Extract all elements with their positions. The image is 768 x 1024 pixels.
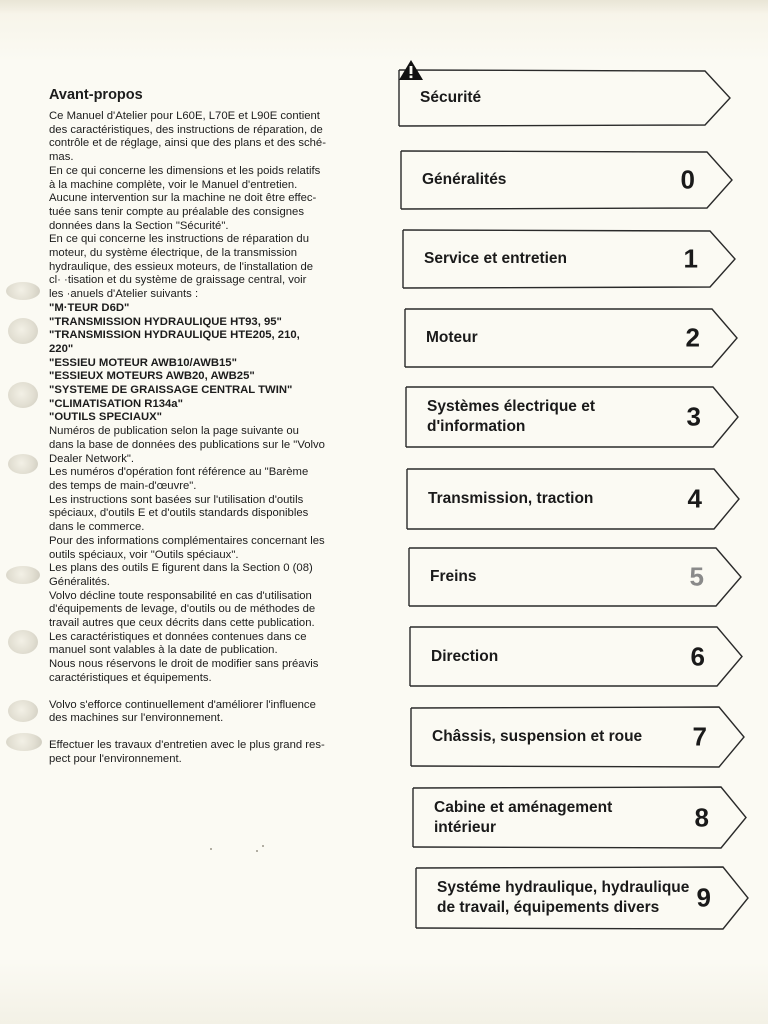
manual-reference-line: "CLIMATISATION R134a" — [49, 397, 183, 410]
foreword-line: caractéristiques et équipements. — [49, 671, 212, 684]
foreword-line: manuel sont valables à la date de publication. — [49, 644, 278, 657]
manual-reference-line: "ESSIEUX MOTEURS AWB20, AWB25" — [49, 370, 255, 383]
foreword-line: Volvo décline toute responsabilité en cas d'utilisation — [49, 589, 312, 602]
section-number: 3 — [686, 401, 701, 432]
section-label: Systèmes électrique et d'information — [427, 398, 596, 435]
section-number: 8 — [694, 802, 709, 832]
section-label: Moteur — [426, 329, 478, 346]
section-tab-9[interactable] — [415, 866, 749, 930]
foreword-line: Aucune intervention sur la machine ne doit être effec- — [49, 192, 317, 205]
foreword-line: Ce Manuel d'Atelier pour L60E, L70E et L90E contient — [49, 110, 320, 122]
foreword-line: Les plans des outils E figurent dans la Section 0 (08) — [49, 562, 313, 575]
section-tab-1[interactable] — [402, 230, 736, 288]
section-number: 9 — [696, 882, 711, 913]
section-tab-7[interactable] — [410, 706, 745, 768]
section-label: Direction — [431, 647, 499, 665]
foreword-line: Les instructions sont basées sur l'utilisation d'outils — [49, 493, 304, 506]
foreword-line: Volvo s'efforce continuellement d'améliorer l'influence — [49, 698, 316, 711]
manual-reference-line: "TRANSMISSION HYDRAULIQUE HT93, 95" — [49, 315, 282, 328]
section-tab-6[interactable] — [409, 626, 743, 687]
section-tab-0[interactable] — [400, 151, 733, 209]
section-label: Cabine et aménagement intérieur — [434, 798, 613, 836]
section-number: 1 — [683, 243, 698, 274]
section-tab-securite[interactable] — [398, 70, 731, 126]
section-tab-5[interactable] — [408, 547, 742, 607]
foreword-line: spéciaux, d'outils E et d'outils standards disponibles — [49, 507, 309, 520]
foreword-line: travail autres que ceux décrits dans cette publication. — [49, 617, 315, 630]
foreword-line: tuée sans tenir compte au préalable des consignes — [49, 205, 304, 218]
section-label: Systéme hydraulique, hydraulique de travail, équipements divers — [437, 879, 690, 916]
section-number: 4 — [687, 483, 702, 514]
section-label: Châssis, suspension et roue — [432, 728, 643, 745]
foreword-line: à la machine complète, voir le Manuel d'entretien. — [49, 178, 298, 191]
section-number: 7 — [692, 721, 707, 752]
foreword-title: Avant-propos — [49, 87, 143, 103]
foreword-line: hydraulique, des essieux moteurs, de l'installation de — [49, 260, 314, 273]
foreword-line: Numéros de publication selon la page suivante ou — [49, 425, 299, 438]
manual-reference-line: "OUTILS SPECIAUX" — [49, 411, 163, 424]
warning-triangle-icon — [398, 59, 424, 81]
section-tab-4[interactable] — [406, 468, 740, 530]
manual-reference-line: "ESSIEU MOTEUR AWB10/AWB15" — [49, 356, 237, 369]
section-number: 5 — [689, 561, 704, 592]
foreword-line: données dans la Section "Sécurité". — [49, 219, 229, 232]
foreword-line: des caractéristiques, des instructions de réparation, de — [49, 123, 323, 136]
foreword-line: outils spéciaux, voir "Outils spéciaux". — [49, 548, 239, 561]
foreword-line: mas. — [49, 151, 74, 164]
foreword-line: Effectuer les travaux d'entretien avec le plus grand res- — [49, 738, 325, 751]
foreword-line: cl· ·tisation et du système de graissage central, voir — [49, 274, 307, 287]
foreword-line: dans la base de données des publications sur le "Volvo — [49, 438, 325, 451]
section-label: Sécurité — [420, 89, 482, 106]
foreword-line: En ce qui concerne les instructions de réparation du — [49, 233, 309, 246]
foreword-line: moteur, du système électrique, de la transmission — [49, 247, 298, 260]
section-tab-3[interactable] — [405, 386, 739, 448]
section-label: Freins — [430, 568, 477, 585]
foreword-line: Dealer Network". — [49, 452, 134, 465]
foreword-line: Généralités. — [49, 575, 110, 588]
section-label: Généralités — [422, 171, 507, 188]
foreword-line: contrôle et de réglage, ainsi que des plans et des sché- — [49, 137, 326, 150]
section-tab-2[interactable] — [404, 308, 738, 368]
foreword-line: pect pour l'environnement. — [49, 752, 182, 765]
section-label: Service et entretien — [424, 250, 568, 267]
manual-reference-line: "SYSTEME DE GRAISSAGE CENTRAL TWIN" — [49, 384, 293, 397]
foreword-line: dans le commerce. — [49, 521, 145, 534]
section-tab-8[interactable] — [412, 786, 747, 849]
manual-reference-line: 220" — [49, 342, 74, 355]
section-number: 2 — [685, 322, 700, 353]
foreword-line: des temps de main-d'œuvre". — [49, 479, 197, 492]
manual-reference-line: "TRANSMISSION HYDRAULIQUE HTE205, 210, — [49, 329, 300, 342]
foreword-line: les ·anuels d'Atelier suivants : — [49, 288, 199, 301]
section-number: 0 — [680, 164, 695, 195]
section-label: Transmission, traction — [428, 490, 594, 507]
foreword-line: des machines sur l'environnement. — [49, 712, 224, 725]
foreword-line: En ce qui concerne les dimensions et les poids relatifs — [49, 164, 321, 177]
foreword-line: Nous nous réservons le droit de modifier sans préavis — [49, 658, 319, 671]
foreword-line: Pour des informations complémentaires concernant les — [49, 534, 325, 547]
foreword-line: Les caractéristiques et données contenues dans ce — [49, 630, 307, 643]
section-number: 6 — [690, 641, 705, 671]
foreword-line: Les numéros d'opération font référence au "Barème — [49, 466, 309, 479]
foreword-line: d'équipements de levage, d'outils ou de méthodes de — [49, 603, 316, 616]
manual-reference-line: "M·TEUR D6D" — [49, 301, 130, 314]
